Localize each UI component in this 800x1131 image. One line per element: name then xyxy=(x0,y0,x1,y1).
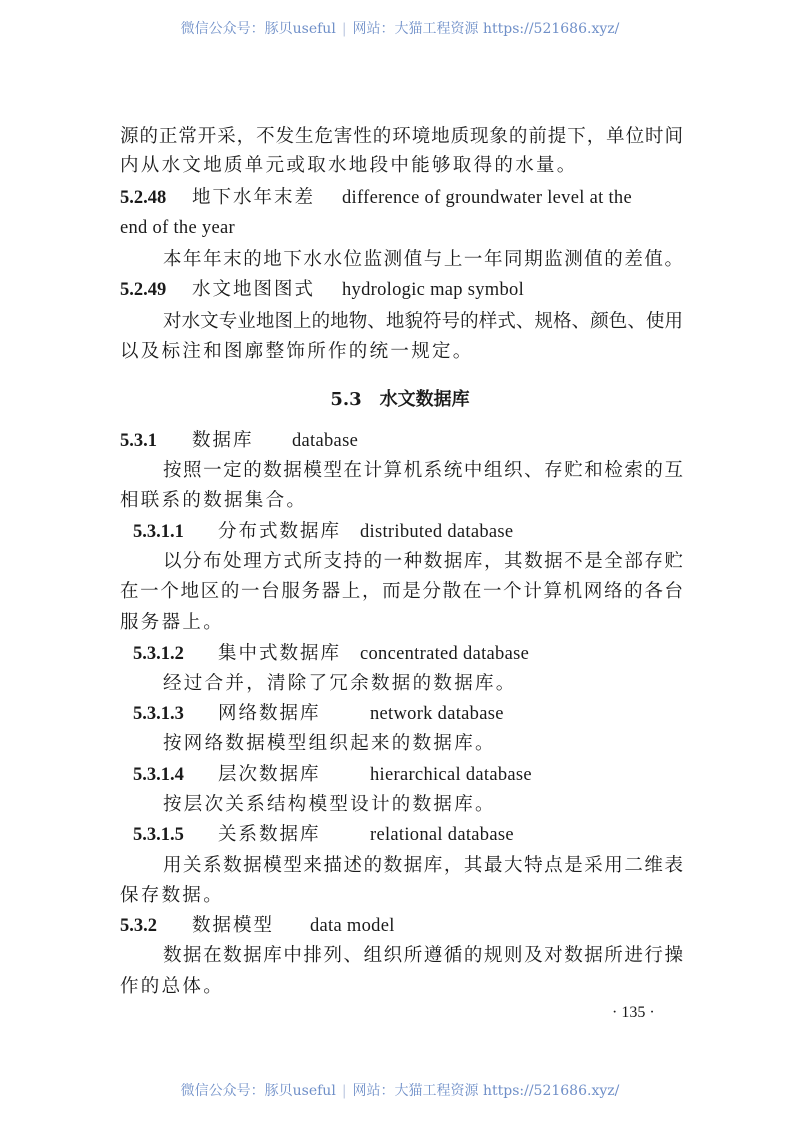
term-chinese: 网络数据库 xyxy=(218,703,321,724)
term-english: data model xyxy=(310,916,395,936)
watermark-separator: | xyxy=(341,1083,347,1099)
section-heading: 5.3 水文数据库 xyxy=(330,389,470,410)
term-chinese: 地下水年末差 xyxy=(192,187,316,208)
definition: 保存数据。 xyxy=(120,885,225,906)
definition: 用关系数据模型来描述的数据库，其最大特点是采用二维表 xyxy=(163,855,683,876)
definition: 作的总体。 xyxy=(120,976,225,997)
definition: 以及标注和图廓整饰所作的统一规定。 xyxy=(120,341,474,362)
term-chinese: 层次数据库 xyxy=(218,764,321,785)
term-number: 5.3.1.5 xyxy=(133,825,184,845)
definition: 以分布处理方式所支持的一种数据库，其数据不是全部存贮 xyxy=(163,551,683,572)
term-english: difference of groundwater level at the xyxy=(342,188,632,208)
term-chinese: 关系数据库 xyxy=(218,824,321,845)
watermark-wechat: 微信公众号：豚贝useful xyxy=(180,21,336,37)
term-5-3-1-1 xyxy=(133,520,696,544)
term-chinese: 集中式数据库 xyxy=(218,643,342,664)
term-number: 5.3.1.3 xyxy=(133,704,184,724)
term-number: 5.3.2 xyxy=(120,916,157,936)
term-chinese: 数据模型 xyxy=(192,915,275,936)
definition: 数据在数据库中排列、组织所遵循的规则及对数据所进行操 xyxy=(163,945,683,966)
term-number: 5.3.1.1 xyxy=(133,522,184,542)
term-5-3-1-3 xyxy=(133,702,696,726)
watermark-wechat: 微信公众号：豚贝useful xyxy=(180,1083,336,1099)
term-english: end of the year xyxy=(120,218,235,238)
term-english: hydrologic map symbol xyxy=(342,280,525,300)
definition: 本年年末的地下水水位监测值与上一年同期监测值的差值。 xyxy=(163,249,683,270)
term-english: relational database xyxy=(370,825,514,845)
term-5-3-1-4 xyxy=(133,763,696,787)
definition: 服务器上。 xyxy=(120,612,225,633)
term-english: distributed database xyxy=(360,522,514,542)
watermark-top xyxy=(0,18,800,38)
paragraph-line: 源的正常开采，不发生危害性的环境地质现象的前提下，单位时间 xyxy=(120,126,683,147)
term-5-3-1 xyxy=(120,429,683,453)
term-english: database xyxy=(292,431,359,451)
term-5-2-48 xyxy=(120,186,683,210)
definition: 按照一定的数据模型在计算机系统中组织、存贮和检索的互 xyxy=(163,460,683,481)
term-number: 5.2.49 xyxy=(120,280,167,300)
term-number: 5.3.1 xyxy=(120,431,157,451)
definition: 按层次关系结构模型设计的数据库。 xyxy=(163,794,496,815)
watermark-website: 网站：大猫工程资源 https://521686.xyz/ xyxy=(352,21,620,37)
term-5-3-1-2 xyxy=(133,642,696,666)
term-english-cont xyxy=(120,216,683,240)
watermark-separator: | xyxy=(341,21,347,37)
term-5-3-1-5 xyxy=(133,823,696,847)
term-5-3-2 xyxy=(120,914,683,938)
term-english: concentrated database xyxy=(360,644,530,664)
term-english: network database xyxy=(370,704,504,724)
term-chinese: 数据库 xyxy=(192,430,254,451)
definition: 相联系的数据集合。 xyxy=(120,490,308,511)
term-number: 5.3.1.2 xyxy=(133,644,184,664)
term-number: 5.3.1.4 xyxy=(133,765,184,785)
term-chinese: 水文地图图式 xyxy=(192,279,316,300)
term-english: hierarchical database xyxy=(370,765,532,785)
definition: 对水文专业地图上的地物、地貌符号的样式、规格、颜色、使用 xyxy=(163,311,683,332)
paragraph-line: 内从水文地质单元或取水地段中能够取得的水量。 xyxy=(120,155,578,176)
definition: 按网络数据模型组织起来的数据库。 xyxy=(163,733,496,754)
watermark-bottom xyxy=(0,1080,800,1100)
term-number: 5.2.48 xyxy=(120,188,167,208)
term-chinese: 分布式数据库 xyxy=(218,521,342,542)
term-5-2-49 xyxy=(120,278,683,302)
definition: 经过合并，清除了冗余数据的数据库。 xyxy=(163,673,517,694)
page-number: · 135 · xyxy=(612,1004,655,1021)
watermark-website: 网站：大猫工程资源 https://521686.xyz/ xyxy=(352,1083,620,1099)
definition: 在一个地区的一台服务器上，而是分散在一个计算机网络的各台 xyxy=(120,581,683,602)
